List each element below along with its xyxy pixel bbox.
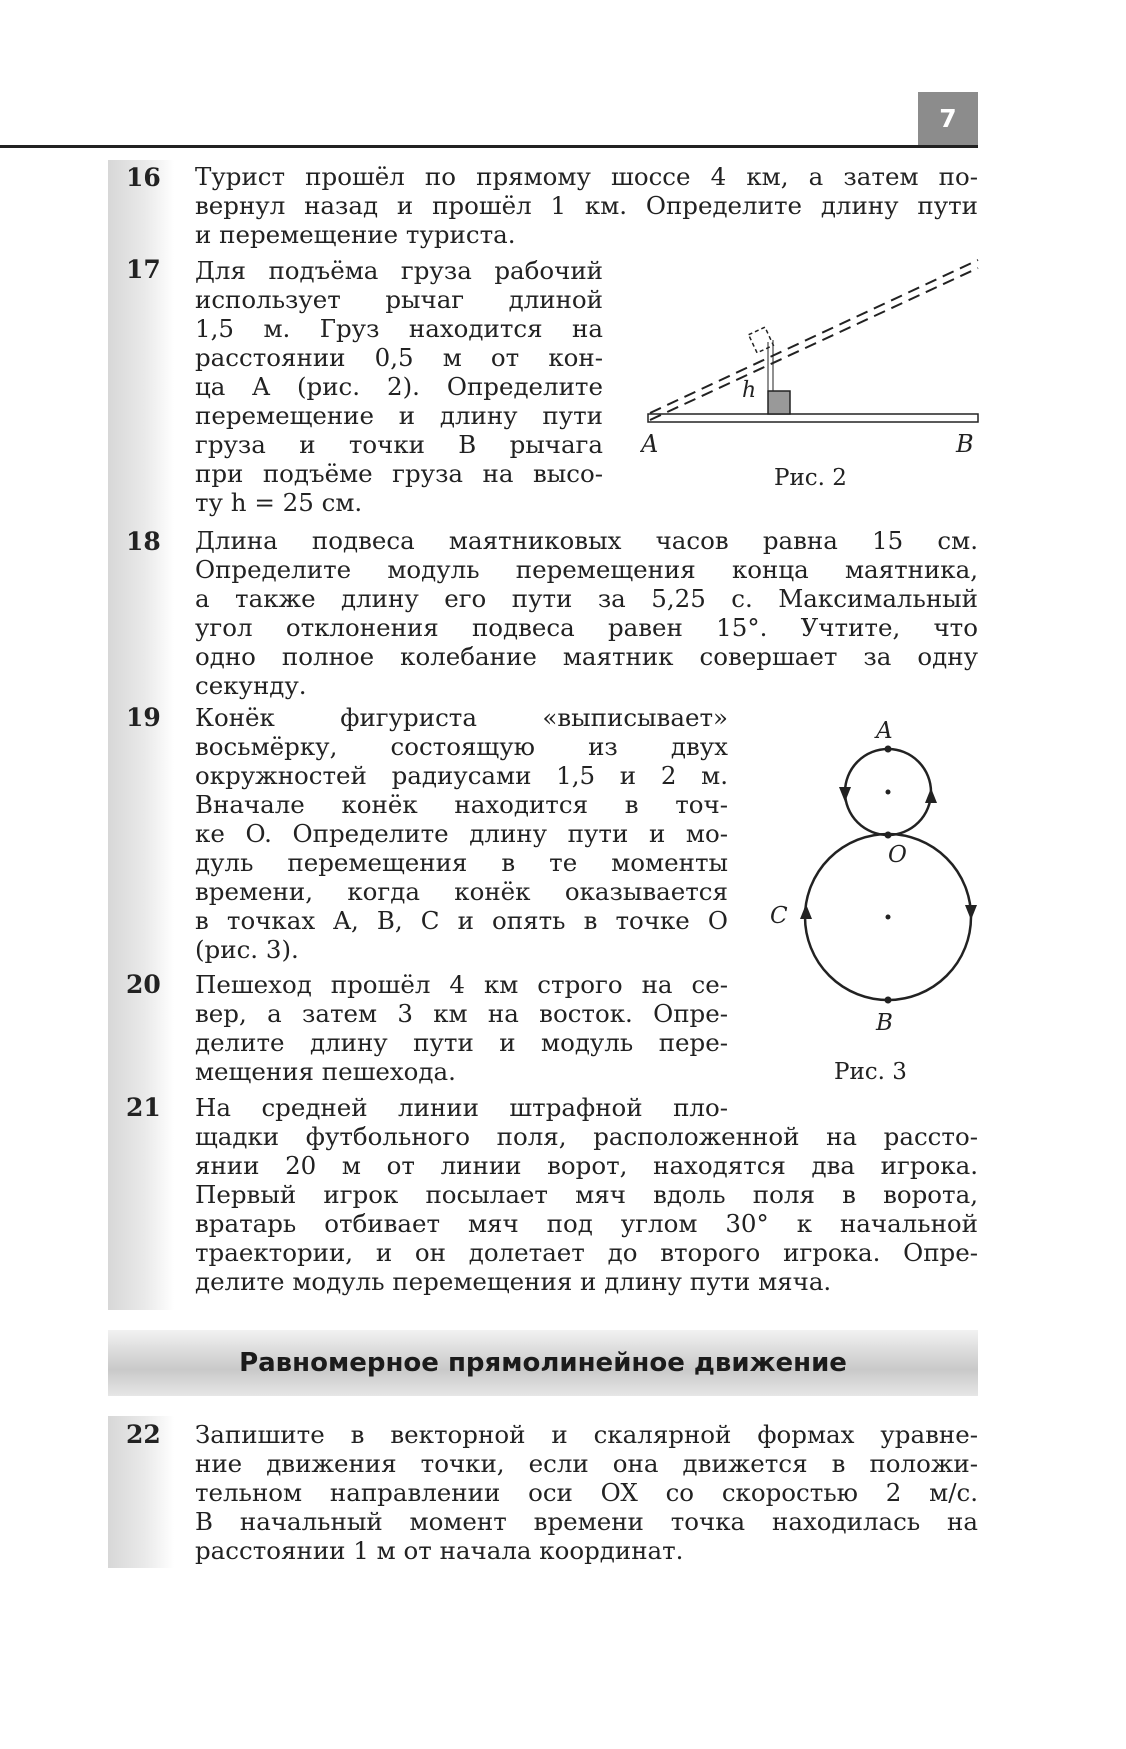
text-line: Конёк фигуриста «выписывает» bbox=[195, 703, 728, 732]
label-a: A bbox=[876, 718, 893, 744]
text-line: (рис. 3). bbox=[195, 935, 299, 964]
text-line: Для подъёма груза рабочий bbox=[195, 256, 603, 285]
text-line: Турист прошёл по прямому шоссе 4 км, а затем по- bbox=[195, 162, 978, 191]
text-line: секунду. bbox=[195, 671, 307, 700]
text-line: ту h = 25 см. bbox=[195, 488, 363, 517]
arrow-icon bbox=[800, 904, 812, 919]
text-line: расстоянии 0,5 м от кон- bbox=[195, 343, 603, 372]
text-line: расстоянии 1 м от начала координат. bbox=[195, 1536, 684, 1565]
text-line: перемещение и длину пути bbox=[195, 401, 603, 430]
problem-text bbox=[195, 526, 978, 700]
lever-base bbox=[648, 414, 978, 422]
text-line: щадки футбольного поля, расположенной на рассто- bbox=[195, 1122, 978, 1151]
problem-number: 19 bbox=[126, 703, 161, 732]
text-line: тельном направлении оси OX со скоростью 2 м/с. bbox=[195, 1478, 978, 1507]
text-line: Вначале конёк находится в точ- bbox=[195, 790, 728, 819]
problem-number: 21 bbox=[126, 1093, 161, 1122]
text-line: ца A (рис. 2). Определите bbox=[195, 372, 603, 401]
text-line: На средней линии штрафной пло- bbox=[195, 1093, 728, 1122]
large-circle-center bbox=[886, 915, 891, 920]
header-rule bbox=[0, 145, 978, 148]
text-line: в точках A, B, C и опять в точке O bbox=[195, 906, 728, 935]
raised-load-dashed bbox=[749, 327, 774, 353]
text-line: и перемещение туриста. bbox=[195, 220, 516, 249]
text-line: груза и точки B рычага bbox=[195, 430, 603, 459]
text-line: Длина подвеса маятниковых часов равна 15 см. bbox=[195, 526, 978, 555]
text-line: Запишите в векторной и скалярной формах уравне- bbox=[195, 1420, 978, 1449]
arrow-icon bbox=[925, 788, 937, 803]
raised-lever-dashed bbox=[650, 268, 978, 420]
load bbox=[768, 391, 790, 414]
text-line: одно полное колебание маятник совершает за одну bbox=[195, 642, 978, 671]
point-o bbox=[885, 832, 892, 839]
label-h: h bbox=[742, 378, 757, 403]
problem-number: 16 bbox=[126, 163, 161, 192]
problem-number: 22 bbox=[126, 1420, 161, 1449]
text-line: угол отклонения подвеса равен 15°. Учтите, что bbox=[195, 613, 978, 642]
problem-text bbox=[195, 1093, 978, 1296]
text-line: вер, а затем 3 км на восток. Опре- bbox=[195, 999, 728, 1028]
label-a: A bbox=[641, 430, 659, 458]
text-line: ке O. Определите длину пути и мо- bbox=[195, 819, 728, 848]
arrow-icon bbox=[965, 905, 977, 920]
problem-text bbox=[195, 970, 728, 1086]
arrow-icon bbox=[839, 787, 851, 802]
text-line: В начальный момент времени точка находилась на bbox=[195, 1507, 978, 1536]
text-line: использует рычаг длиной bbox=[195, 285, 603, 314]
text-line: Определите модуль перемещения конца маятника, bbox=[195, 555, 978, 584]
figure-3-figure-eight bbox=[760, 705, 1000, 1045]
problem-number: 17 bbox=[126, 255, 161, 284]
text-line: мещения пешехода. bbox=[195, 1057, 456, 1086]
problem-text bbox=[195, 162, 978, 249]
label-o: O bbox=[888, 842, 907, 868]
figure-2-lever bbox=[640, 250, 990, 460]
text-line: восьмёрку, состоящую из двух bbox=[195, 732, 728, 761]
problem-text bbox=[195, 1420, 978, 1565]
point-a bbox=[885, 746, 892, 753]
text-line: Пешеход прошёл 4 км строго на се- bbox=[195, 970, 728, 999]
text-line: ние движения точки, если она движется в положи- bbox=[195, 1449, 978, 1478]
text-line: траектории, и он долетает до второго игрока. Опре- bbox=[195, 1238, 978, 1267]
text-line: делите модуль перемещения и длину пути мяча. bbox=[195, 1267, 832, 1296]
problem-sidebar bbox=[108, 160, 174, 1310]
text-line: времени, когда конёк оказывается bbox=[195, 877, 728, 906]
problem-text bbox=[195, 256, 603, 517]
label-b: B bbox=[956, 430, 974, 458]
label-b: B bbox=[876, 1010, 893, 1036]
text-line: дуль перемещения в те моменты bbox=[195, 848, 728, 877]
text-line: Первый игрок посылает мяч вдоль поля в ворота, bbox=[195, 1180, 978, 1209]
text-line: окружностей радиусами 1,5 и 2 м. bbox=[195, 761, 728, 790]
point-b bbox=[885, 997, 892, 1004]
problem-number: 20 bbox=[126, 970, 161, 999]
page-number: 7 bbox=[918, 92, 978, 145]
text-line: вернул назад и прошёл 1 км. Определите длину пути bbox=[195, 191, 978, 220]
small-circle-center bbox=[886, 790, 891, 795]
text-line: при подъёме груза на высо- bbox=[195, 459, 603, 488]
figure-3-caption: Рис. 3 bbox=[834, 1059, 907, 1085]
problem-number: 18 bbox=[126, 527, 161, 556]
problem-text bbox=[195, 703, 728, 964]
section-title: Равномерное прямолинейное движение bbox=[239, 1348, 847, 1378]
text-line: 1,5 м. Груз находится на bbox=[195, 314, 603, 343]
text-line: вратарь отбивает мяч под углом 30° к начальной bbox=[195, 1209, 978, 1238]
text-line: янии 20 м от линии ворот, находятся два игрока. bbox=[195, 1151, 978, 1180]
label-c: C bbox=[770, 903, 788, 929]
section-header bbox=[108, 1330, 978, 1396]
text-line: делите длину пути и модуль пере- bbox=[195, 1028, 728, 1057]
raised-lever-dashed bbox=[650, 260, 978, 413]
figure-2-caption: Рис. 2 bbox=[774, 465, 847, 491]
text-line: а также длину его пути за 5,25 с. Максимальный bbox=[195, 584, 978, 613]
